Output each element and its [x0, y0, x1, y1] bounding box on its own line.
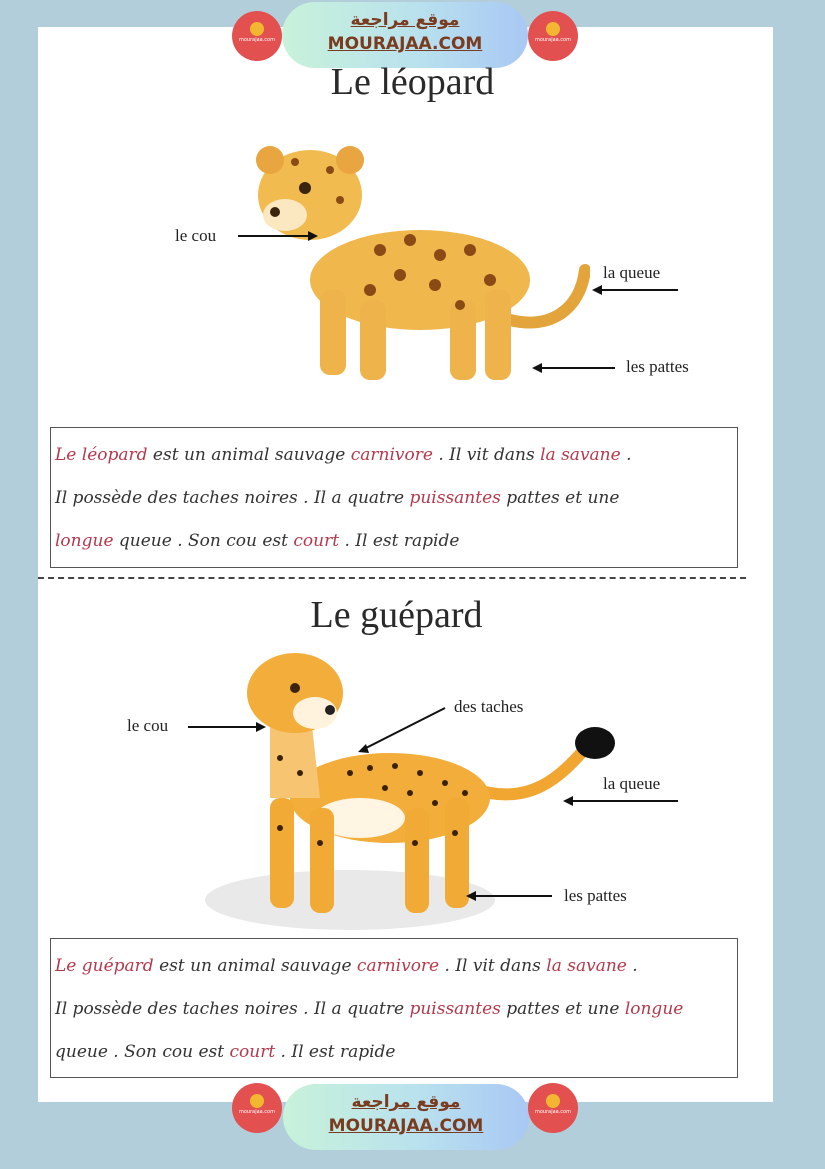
leopard-label-tail: la queue — [603, 263, 661, 282]
cheetah-label-spots: des taches — [454, 697, 524, 716]
header-arabic-title: موقع مراجعة — [350, 10, 460, 30]
cheetah-description: Le guépard est un animal sauvage carnivore . Il vit dans la savane . Il possède des taches noires . Il a quatre puissantes pattes et une longue queue . Son cou est court . Il est rapide — [50, 938, 738, 1078]
site-logo-badge-right-footer: mourajaa.com — [528, 1083, 578, 1133]
header-site-link[interactable]: MOURAJAA.COM — [327, 34, 483, 54]
site-logo-badge-left-footer: mourajaa.com — [232, 1083, 282, 1133]
footer-site-link[interactable]: MOURAJAA.COM — [328, 1116, 484, 1136]
leopard-label-neck: le cou — [175, 226, 217, 245]
leopard-label-paws: les pattes — [626, 357, 689, 376]
footer-banner[interactable] — [283, 1084, 529, 1150]
cheetah-arrows — [0, 600, 825, 920]
leopard-title: Le léopard — [330, 61, 495, 103]
cheetah-label-tail: la queue — [603, 774, 661, 793]
site-logo-badge-left: mourajaa.com — [232, 11, 282, 61]
leopard-description: Le léopard est un animal sauvage carnivore . Il vit dans la savane . Il possède des taches noires . Il a quatre puissantes pattes et une longue queue . Son cou est court . Il est rapide — [50, 427, 738, 568]
cheetah-label-neck: le cou — [127, 716, 169, 735]
cheetah-title: Le guépard — [310, 594, 483, 636]
section-divider — [38, 577, 746, 579]
cheetah-label-paws: les pattes — [564, 886, 627, 905]
footer-arabic-title: موقع مراجعة — [351, 1092, 461, 1112]
site-logo-badge-right: mourajaa.com — [528, 11, 578, 61]
